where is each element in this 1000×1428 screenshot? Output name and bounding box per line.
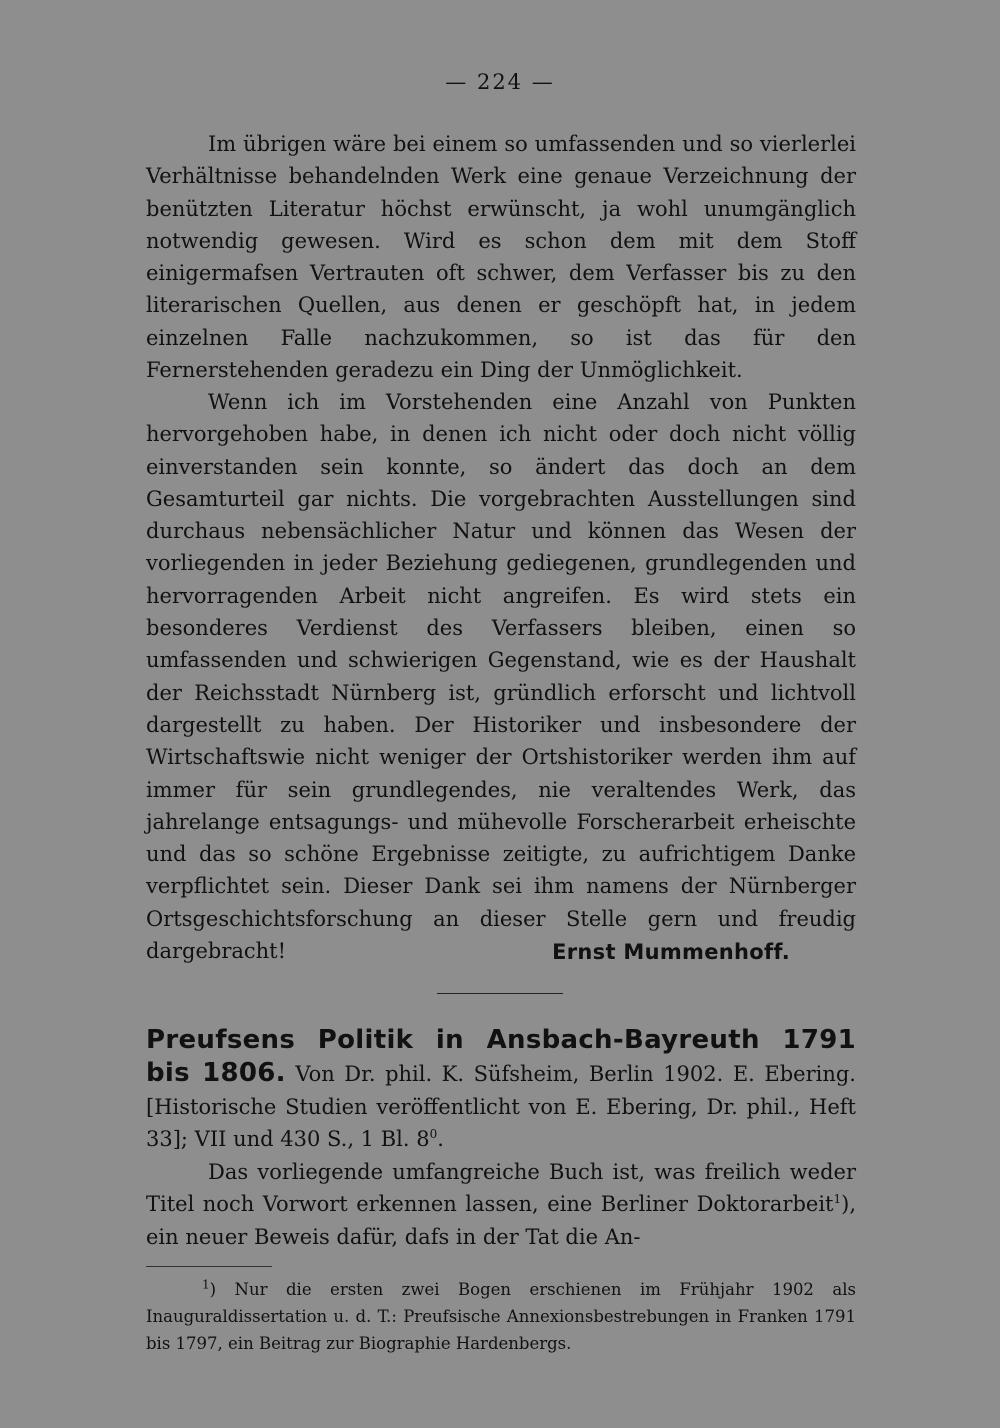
footnote-text: ) Nur die ersten zwei Bogen erschienen im Frühjahr 1902 als Inauguraldissertation u. d. T.: Preufsische Annexionsbestrebungen in Franken 1791 bis 1797, ein Beitrag zur Biographie Hardenbergs.	[146, 1280, 856, 1353]
paragraph-literature	[146, 128, 856, 386]
paragraph-conclusion	[146, 386, 856, 967]
paragraph-text-end: ), ein neuer Beweis dafür, dafs in der Tat die An-	[146, 1192, 856, 1249]
paragraph-text: Im übrigen wäre bei einem so umfassenden und so vierlerlei Verhältnisse behandelnden Werk eine genaue Verzeichnung der benützten Literatur höchst erwünscht, ja wohl unumgänglich notwendig gewesen. Wird es schon dem mit dem Stoff einigermafsen Vertrauten oft schwer, dem Verfasser bis zu den literarischen Quellen, aus denen er geschöpft hat, in jedem einzelnen Falle nachzukommen, so ist das für den Fernerstehenden geradezu ein Ding der Unmöglichkeit.	[146, 132, 856, 383]
citation-end: .	[437, 1126, 444, 1151]
page-number: — 224 —	[445, 70, 555, 94]
paragraph-review-intro	[146, 1156, 856, 1253]
footnote	[146, 1276, 856, 1357]
review-title: Preufsens Politik in Ansbach-Bayreuth 1791 bis 1806.	[146, 1025, 856, 1089]
footnote-reference: 1	[833, 1192, 842, 1207]
footnote-divider	[146, 1266, 272, 1267]
review-heading	[146, 1024, 856, 1155]
section-divider	[437, 993, 563, 994]
footnote-marker: 1	[202, 1277, 210, 1292]
review-citation: Von Dr. phil. K. Süfsheim, Berlin 1902. E. Ebering. [Historische Studien veröffentlicht von E. Ebering, Dr. phil., Heft 33]; VII und 430 S., 1 Bl. 8	[146, 1062, 856, 1151]
review-signature: Ernst Mummenhoff.	[552, 940, 790, 964]
paragraph-text: Wenn ich im Vorstehenden eine Anzahl von Punkten hervorgehoben habe, in denen ich nicht oder doch nicht völlig einverstanden sein konnte, so ändert das doch an dem Gesamturteil gar nichts. Die vorgebrachten Ausstellungen sind durchaus nebensächlicher Natur und können das Wesen der vorliegenden in jeder Beziehung gediegenen, grundlegenden und hervorragenden Arbeit nicht angreifen. Es wird stets ein besonderes Verdienst des Verfassers bleiben, einen so umfassenden und schwierigen Gegenstand, wie es der Haushalt der Reichsstadt Nürnberg ist, gründlich erforscht und lichtvoll dargestellt zu haben. Der Historiker und insbesondere der Wirtschaftswie nicht weniger der Ortshistoriker werden ihm auf immer für sein grundlegendes, nie veraltendes Werk, das jahrelange entsagungs- und mühevolle Forscherarbeit erheischte und das so schöne Ergebnisse zeitigte, zu aufrichtigem Danke verpflichtet sein. Dieser Dank sei ihm namens der Nürnberger Ortsgeschichtsforschung an dieser Stelle gern und freudig dargebracht!	[146, 390, 856, 964]
paragraph-text: Das vorliegende umfangreiche Buch ist, was freilich weder Titel noch Vorwort erkennen lassen, eine Berliner Doktorarbeit	[146, 1160, 856, 1217]
format-superscript: 0	[429, 1126, 438, 1141]
